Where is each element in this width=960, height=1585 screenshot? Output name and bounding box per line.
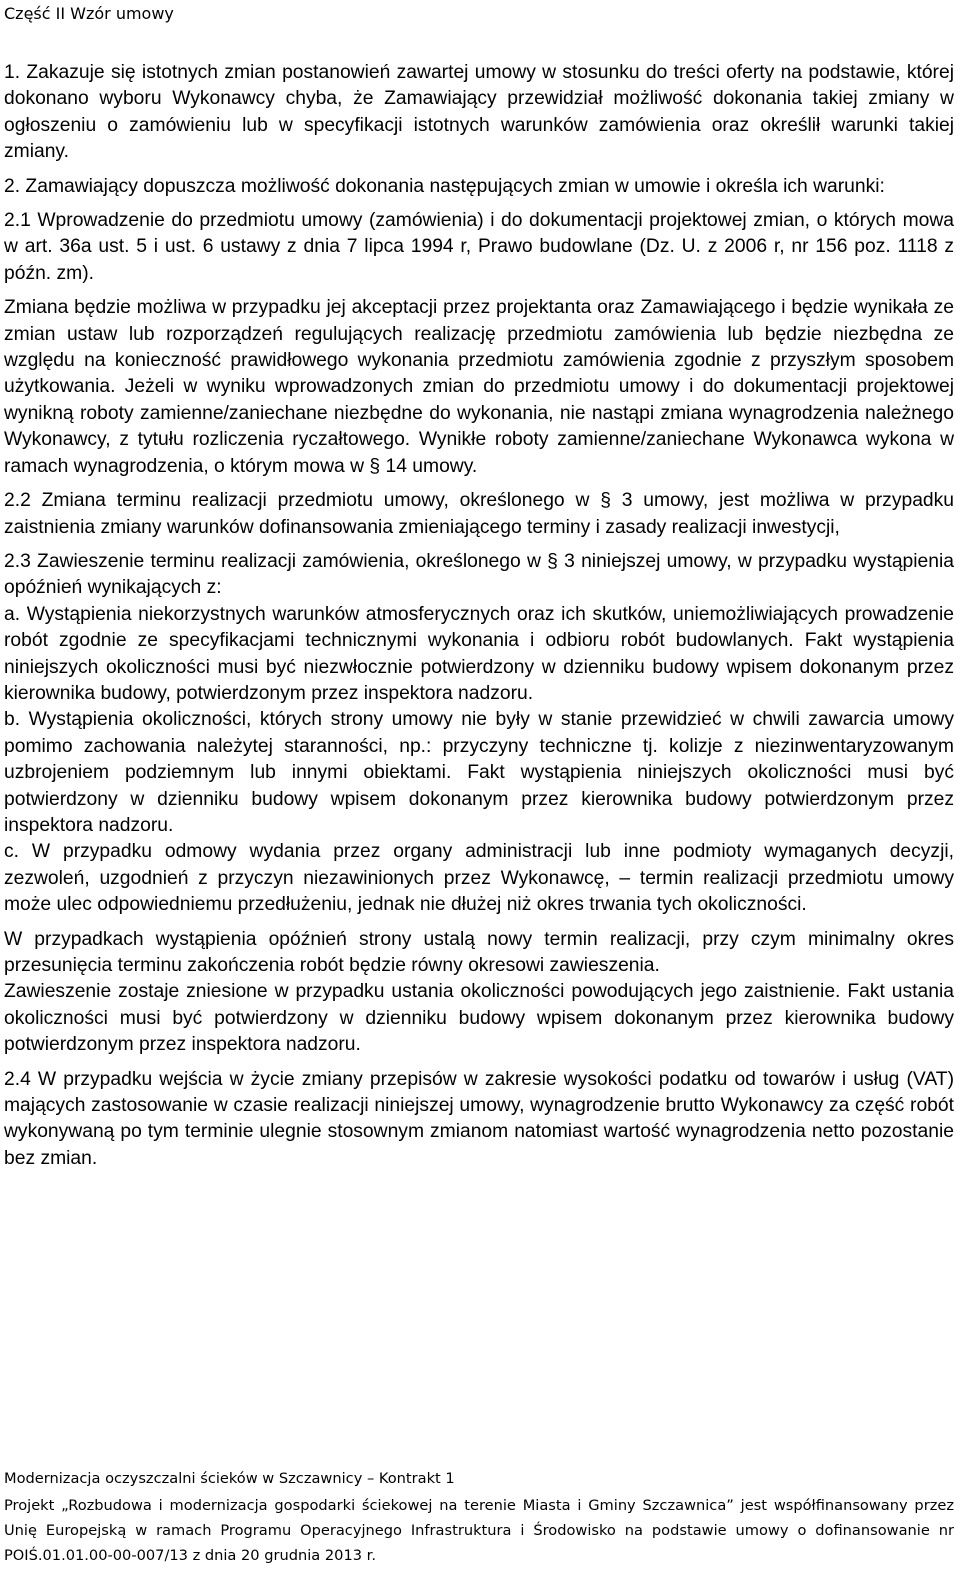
paragraph-2-3-b: b. Wystąpienia okoliczności, których strony umowy nie były w stanie przewidzieć w chwili zawarcia umowy pomimo zachowania należytej staranności, np.: przyczyny techniczne tj. kolizje z niezinwentaryzowanym uzbrojeniem podziemnym lub innymi obiektami. Fakt wystąpienia niniejszych okoliczności musi być potwierdzony w dzienniku budowy wpisem dokonanym przez kierownika budowy potwierdzonym przez inspektora nadzoru. bbox=[4, 709, 954, 836]
paragraph-2-4: 2.4 W przypadku wejścia w życie zmiany przepisów w zakresie wysokości podatku od towarów i usług (VAT) mających zastosowanie w czasie realizacji niniejszej umowy, wynagrodzenie brutto Wykonawcy za część robót wykonywaną po tym terminie ulegnie stosownym zmianom natomiast wartość wynagrodzenia netto pozostanie bez zmian. bbox=[4, 1068, 954, 1169]
paragraph-2-3: 2.3 Zawieszenie terminu realizacji zamówienia, określonego w § 3 niniejszej umowy, w przypadku wystąpienia opóźnień wynikających z: bbox=[4, 550, 954, 599]
paragraph-suspension: Zawieszenie zostaje zniesione w przypadku ustania okoliczności powodujących jego zaistnienie. Fakt ustania okoliczności musi być potwierdzony w dzienniku budowy wpisem dokonanym przez kierownika budowy potwierdzonym przez inspektora nadzoru. bbox=[4, 981, 954, 1056]
footer-project-info: Projekt „Rozbudowa i modernizacja gospodarki ściekowej na terenie Miasta i Gminy Szczawnica” jest współfinansowany przez Unię Europejską w ramach Programu Operacyjnego Infrastruktura i Środowisko na podstawie umowy o dofinansowanie nr POIŚ.01.01.00-00-007/13 z dnia 20 grudnia 2013 r. bbox=[4, 1497, 954, 1564]
paragraph-2-2: 2.2 Zmiana terminu realizacji przedmiotu umowy, określonego w § 3 umowy, jest możliwa w przypadku zaistnienia zmiany warunków dofinansowania zmieniającego terminy i zasady realizacji inwestycji, bbox=[4, 490, 954, 538]
page-header: Część II Wzór umowy bbox=[4, 4, 174, 23]
paragraph-2-3-c: c. W przypadku odmowy wydania przez organy administracji lub inne podmioty wymaganych decyzji, zezwoleń, uzgodnień z przyczyn niezawinionych przez Wykonawcę, – termin realizacji przedmiotu umowy może ulec odpowiedniemu przedłużeniu, jednak nie dłużej niż okres trwania tych okoliczności. bbox=[4, 841, 954, 916]
paragraph-2-1: 2.1 Wprowadzenie do przedmiotu umowy (zamówienia) i do dokumentacji projektowej zmian, o których mowa w art. 36a ust. 5 i ust. 6 ustawy z dnia 7 lipca 1994 r, Prawo budowlane (Dz. U. z 2006 r, nr 156 poz. 1118 z późn. zm). bbox=[4, 210, 954, 284]
paragraph-2: 2. Zamawiający dopuszcza możliwość dokonania następujących zmian w umowie i określa ich warunki: bbox=[4, 175, 885, 197]
page-footer bbox=[4, 1466, 954, 1568]
paragraph-delay: W przypadkach wystąpienia opóźnień strony ustalą nowy termin realizacji, przy czym minimalny okres przesunięcia terminu zakończenia robót będzie równy okresowi zawieszenia. bbox=[4, 928, 954, 976]
document-body bbox=[4, 60, 954, 1180]
paragraph-2-3-a: a. Wystąpienia niekorzystnych warunków atmosferycznych oraz ich skutków, uniemożliwiających prowadzenie robót zgodnie ze specyfikacjami technicznymi wykonania i odbioru robót budowlanych. Fakt wystąpienia niniejszych okoliczności musi być niezwłocznie potwierdzony w dzienniku budowy wpisem dokonanym przez kierownika budowy, potwierdzonym przez inspektora nadzoru. bbox=[4, 603, 954, 704]
paragraph-1: 1. Zakazuje się istotnych zmian postanowień zawartej umowy w stosunku do treści oferty na podstawie, której dokonano wyboru Wykonawcy chyba, że Zamawiający przewidział możliwość dokonania takiej zmiany w ogłoszeniu o zamówieniu lub w specyfikacji istotnych warunków zamówienia oraz określił warunki takiej zmiany. bbox=[4, 62, 954, 163]
paragraph-2-1-condition: Zmiana będzie możliwa w przypadku jej akceptacji przez projektanta oraz Zamawiającego i będzie wynikała ze zmian ustaw lub rozporządzeń regulujących realizację przedmiotu zamówienia lub będzie niezbędna ze względu na konieczność prawidłowego wykonania przedmiotu zamówienia zgodnie z przyszłym sposobem użytkowania. Jeżeli w wyniku wprowadzonych zmian do przedmiotu umowy i do dokumentacji projektowej wynikną roboty zamienne/zaniechane niezbędne do wykonania, nie nastąpi zmiana wynagrodzenia należnego Wykonawcy, z tytułu rozliczenia ryczałtowego. Wynikłe roboty zamienne/zaniechane Wykonawca wykona w ramach wynagrodzenia, o którym mowa w § 14 umowy. bbox=[4, 297, 954, 477]
footer-contract: Modernizacja oczyszczalni ścieków w Szczawnicy – Kontrakt 1 bbox=[4, 1470, 455, 1487]
